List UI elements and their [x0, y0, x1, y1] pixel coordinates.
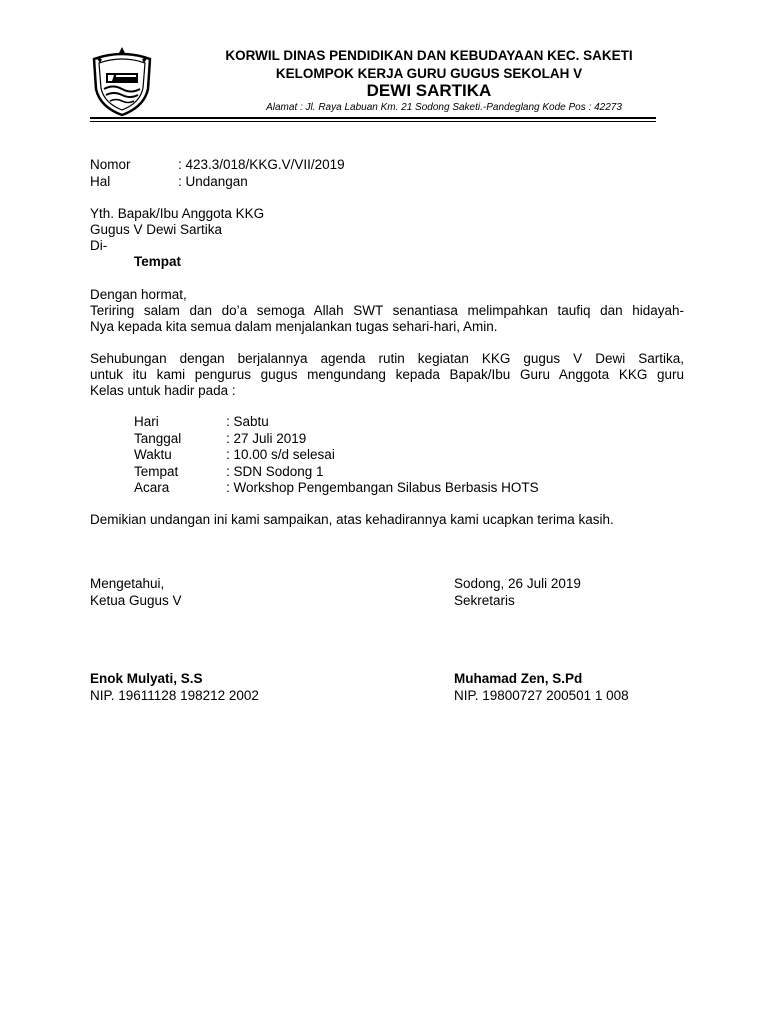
- letterhead-rule-thin: [90, 121, 656, 122]
- signature-right-line-1: Sodong, 26 Juli 2019: [454, 576, 581, 591]
- letterhead-rule-thick: [90, 117, 656, 119]
- detail-label: Acara: [134, 480, 170, 495]
- signature-right-line-2: Sekretaris: [454, 593, 515, 608]
- letterhead-line-2: KELOMPOK KERJA GURU GUGUS SEKOLAH V: [275, 66, 583, 81]
- paragraph-2-line-3: Kelas untuk hadir pada :: [90, 383, 236, 398]
- signature-left-nip: NIP. 19611128 198212 2002: [90, 688, 259, 703]
- paragraph-2-line-1: Sehubungan dengan berjalannya agenda rutin kegiatan KKG gugus V Dewi Sartika,: [90, 351, 684, 366]
- signature-right-name: Muhamad Zen, S.Pd: [454, 671, 583, 686]
- paragraph-2-line-2: untuk itu kami pengurus gugus mengundang kepada Bapak/Ibu Guru Anggota KKG guru: [90, 367, 684, 382]
- closing-sentence: Demikian undangan ini kami sampaikan, atas kehadirannya kami ucapkan terima kasih.: [90, 512, 614, 527]
- letterhead-title: DEWI SARTIKA: [366, 81, 492, 100]
- detail-label: Waktu: [134, 447, 172, 462]
- paragraph-1-line-1: Teriring salam dan do’a semoga Allah SWT senantiasa melimpahkan taufiq dan hidayah-: [90, 303, 684, 318]
- letterhead-address: Alamat : Jl. Raya Labuan Km. 21 Sodong Saketi.-Pandeglang Kode Pos : 42273: [266, 102, 622, 113]
- signature-right-nip: NIP. 19800727 200501 1 008: [454, 688, 629, 703]
- signature-left-name: Enok Mulyati, S.S: [90, 671, 203, 686]
- letterhead-line-1: KORWIL DINAS PENDIDIKAN DAN KEBUDAYAAN KEC. SAKETI: [225, 48, 633, 63]
- recipient-line-2: Gugus V Dewi Sartika: [90, 222, 223, 237]
- hal-value: : Undangan: [178, 174, 248, 189]
- detail-label: Tanggal: [134, 431, 182, 446]
- detail-label: Hari: [134, 414, 159, 429]
- signature-left-line-1: Mengetahui,: [90, 576, 165, 591]
- detail-value: : Workshop Pengembangan Silabus Berbasis HOTS: [226, 480, 539, 495]
- nomor-label: Nomor: [90, 157, 131, 172]
- recipient-place: Tempat: [134, 254, 182, 269]
- nomor-value: : 423.3/018/KKG.V/VII/2019: [178, 157, 345, 172]
- paragraph-1-line-2: Nya kepada kita semua dalam menjalankan tugas sehari-hari, Amin.: [90, 319, 498, 334]
- detail-value: : Sabtu: [226, 414, 269, 429]
- recipient-line-3: Di-: [90, 238, 108, 253]
- recipient-line-1: Yth. Bapak/Ibu Anggota KKG: [90, 206, 265, 221]
- greeting: Dengan hormat,: [90, 287, 187, 302]
- detail-value: : SDN Sodong 1: [226, 464, 324, 479]
- hal-label: Hal: [90, 174, 111, 189]
- detail-value: : 10.00 s/d selesai: [226, 447, 335, 462]
- signature-left-line-2: Ketua Gugus V: [90, 593, 182, 608]
- detail-label: Tempat: [134, 464, 179, 479]
- detail-value: : 27 Juli 2019: [226, 431, 307, 446]
